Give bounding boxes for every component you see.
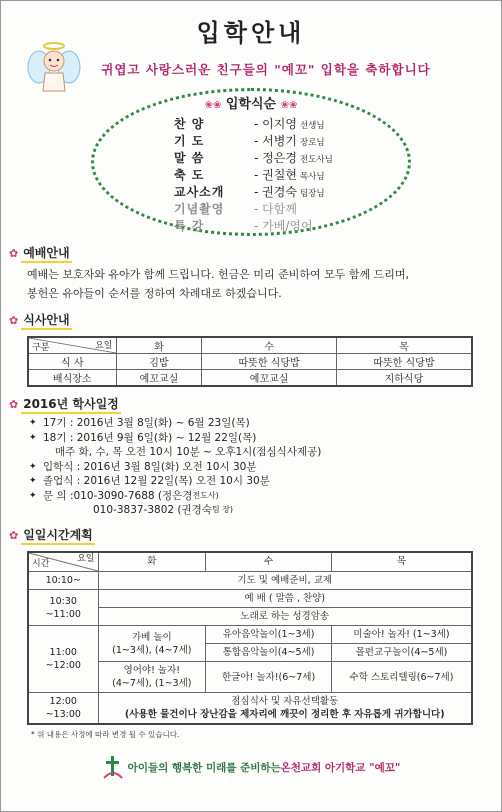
page-subtitle: 귀엽고 사랑스러운 친구들의 "예꼬" 입학을 축하합니다 [101,62,431,77]
time-cell [28,590,98,626]
star-bullet-icon: ✦ [29,418,37,428]
meal-corner-cell [28,337,116,354]
angel-icon [27,37,81,97]
row-label: 배식장소 [28,370,116,387]
program-name: 정은경 [262,151,297,165]
time-start: 10:30 [49,595,77,607]
day-header: 수 [202,337,337,354]
footer-church-name: 온천교회 아기학교 "예꼬" [280,761,401,774]
ceremony-oval [91,88,411,236]
time-start: 11:00 [49,647,77,658]
program-role: 기 도 [174,134,205,148]
program-name: 가베/영어 [262,219,313,233]
program-role: 찬 양 [174,117,205,131]
activity-cell [98,693,472,725]
time-end: ~13:00 [45,709,81,720]
meal-table [27,336,473,387]
table-row [28,590,472,608]
cross-logo-icon [102,754,124,780]
list-item [29,474,493,489]
corner-bottom-label: 시간 [32,559,50,569]
list-item [29,460,493,475]
program-row: 찬 양 - 이지영 선생님 [174,117,325,131]
table-row [28,626,472,644]
program-role: 교사소개 [174,185,225,199]
activity-text: (사용한 물건이나 장난감을 제자리에 깨끗이 정리한 후 자유롭게 귀가합니다) [124,709,445,720]
contact-label: 문 의 : [43,489,74,502]
corner-bottom-label: 구분 [32,343,50,353]
activity-cell: 몰펀교구놀이(4~5세) [331,644,472,662]
activity-text: 가베 놀이 [131,631,172,643]
corner-top-label: 요일 [95,341,113,351]
day-header: 화 [98,552,206,572]
list-item [29,489,493,504]
program-row: 특 강 - 가베/영어 [174,219,313,233]
activity-cell: 미술아! 놀자! (1~3세) [331,626,472,644]
table-row [28,693,472,725]
tulip-icon: ✿ [9,398,19,411]
page-title: 입학안내 [196,19,306,47]
timetable-corner-cell [28,552,98,572]
timetable-heading [9,526,493,545]
table-cell: 김밥 [116,354,202,370]
program-name: 서병기 [262,134,297,148]
list-item [29,445,493,460]
program-suffix: 목사님 [299,172,325,182]
schedule-text: 졸업식 : 2016년 12월 22일(목) 오전 10시 30분 [43,475,270,487]
program-name: 이지영 [262,117,297,131]
program-row: 기념촬영 - 다함께 [174,202,297,216]
program-row: 말 씀 - 정은경 전도사님 [174,151,333,165]
star-bullet-icon: ✦ [29,476,37,486]
flower-icon: ❀❀ [204,100,222,111]
time-cell: 10:10~ [28,572,98,590]
activity-cell: 기도 및 예배준비, 교제 [98,572,472,590]
time-cell [28,626,98,693]
contact-number: 010-3090-7688 (정은경 [73,489,193,502]
meal-heading [9,311,493,330]
program-row: 기 도 - 서병기 장로님 [174,134,325,148]
activity-cell: 예 배 ( 말씀 , 찬양) [98,590,472,608]
program-role: 특 강 [174,219,205,233]
footnote: * 위 내용은 사정에 따라 변경 될 수 있습니다. [31,730,180,739]
worship-text [9,263,493,303]
time-cell [28,693,98,725]
footer [9,754,493,780]
flower-icon: ❀❀ [280,100,298,111]
activity-cell: 통합음악놀이(4~5세) [206,644,332,662]
tulip-icon: ✿ [9,247,19,260]
activity-cell: 한글아! 놀자!(6~7세) [206,662,332,693]
activity-cell: 노래로 하는 성경암송 [98,608,472,626]
activity-cell: 유아음악놀이(1~3세) [206,626,332,644]
day-header: 화 [116,337,202,354]
star-bullet-icon: ✦ [29,461,37,472]
contact-title: 팀 장) [211,505,234,514]
program-name: 권칠현 [262,168,297,182]
worship-heading-label: 예배안내 [21,244,71,263]
ceremony-program [174,115,333,234]
activity-text: 영어야! 놀자! [123,665,181,676]
contact-number: 010-3837-3802 (권경숙 [93,504,212,516]
day-header: 목 [331,552,472,572]
program-role: 기념촬영 [174,202,225,216]
tulip-icon: ✿ [9,314,19,327]
table-row [28,337,472,354]
star-bullet-icon: ✦ [29,432,37,443]
schedule-text: 입학식 : 2016년 3월 8일(화) 오전 10시 30분 [43,460,257,473]
activity-text: 점심식사 및 자유선택활동 [231,696,339,707]
day-header: 목 [336,337,472,354]
table-row [28,370,472,387]
list-item [29,416,493,431]
timetable [27,551,473,726]
star-bullet-icon: ✦ [29,490,37,501]
activity-text: (4~7세), (1~3세) [112,678,192,689]
schedule-list [9,416,493,518]
table-cell: 따뜻한 식당밥 [336,354,472,370]
ceremony-heading [94,93,408,112]
table-cell: 예꼬교실 [202,370,337,387]
program-row: 교사소개 - 권경숙 팀장님 [174,185,325,199]
schedule-heading [9,395,493,414]
timetable-heading-label: 일일시간계획 [21,526,95,545]
contact-title: 전도사) [192,490,219,500]
program-suffix: 장로님 [299,138,325,148]
program-suffix: 선생님 [299,121,325,131]
program-suffix: 팀장님 [299,189,325,199]
worship-line: 예배는 보호자와 유아가 함께 드립니다. 헌금은 미리 준비하여 모두 함께 드리며, [27,268,409,281]
table-row [28,552,472,572]
table-row [28,572,472,590]
worship-heading [9,244,493,263]
worship-line: 봉헌은 유아들이 순서를 정하여 차례대로 하겠습니다. [27,287,282,300]
ceremony-title: 입학식순 [225,97,277,112]
meal-heading-label: 식사안내 [21,311,71,330]
schedule-text: 17기 : 2016년 3월 8일(화) ~ 6월 23일(목) [43,417,250,429]
activity-cell [98,662,206,693]
program-role: 축 도 [174,168,205,182]
activity-text: (1~3세), (4~7세) [112,644,192,656]
time-start: 12:00 [49,696,77,707]
time-end: ~12:00 [45,660,81,671]
tulip-icon: ✿ [9,528,19,542]
row-label: 식 사 [28,354,116,370]
activity-cell: 수학 스토리텔링(6~7세) [331,662,472,693]
program-suffix: 전도사님 [299,155,333,165]
program-name: 권경숙 [262,185,297,199]
program-role: 말 씀 [174,151,205,165]
table-cell: 지하식당 [336,370,472,387]
day-header: 수 [206,552,332,572]
list-item [29,503,493,518]
table-row [28,354,472,370]
time-end: ~11:00 [45,608,81,620]
activity-cell [98,626,206,662]
table-cell: 따뜻한 식당밥 [202,354,337,370]
schedule-text: 매주 화, 수, 목 오전 10시 10분 ~ 오후1시(점심식사제공) [55,446,322,458]
schedule-text: 18기 : 2016년 9월 6일(화) ~ 12월 22일(목) [43,431,257,444]
program-name: 다함께 [262,202,297,216]
list-item [29,431,493,446]
program-row: 축 도 - 권칠현 목사님 [174,168,325,182]
table-cell: 예꼬교실 [116,370,202,387]
footer-slogan: 아이들의 행복한 미래를 준비하는 [127,761,281,774]
corner-top-label: 요일 [77,553,95,564]
schedule-heading-label: 2016년 학사일정 [21,395,121,414]
